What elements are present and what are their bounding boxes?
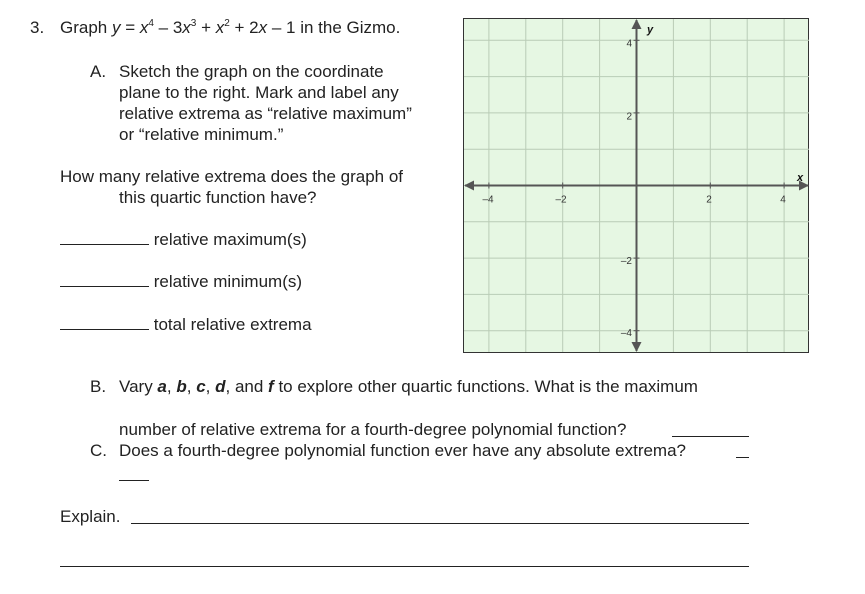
param-d: d — [215, 377, 226, 396]
answer-label: total relative extrema — [153, 315, 312, 334]
y-tick-label: 2 — [626, 111, 632, 123]
part-b-answer-blank[interactable] — [672, 421, 749, 437]
y-tick-label: 4 — [626, 38, 632, 50]
answer-label: relative minimum(s) — [153, 272, 303, 291]
extrema-question: this quartic function have? — [119, 188, 317, 207]
part-a-label: A. — [90, 62, 107, 81]
x-tick-label: –4 — [482, 194, 494, 206]
part-c-label: C. — [90, 441, 107, 460]
answer-row-total — [60, 315, 312, 335]
answer-row-min — [60, 272, 302, 292]
y-axis-label: y — [647, 24, 654, 36]
equation: $y = x^4 - 3x^3 + x^2 + 2x - 1$ — [111, 18, 296, 37]
prompt-suffix: in the Gizmo. — [295, 18, 401, 37]
answer-blank[interactable] — [60, 272, 149, 287]
x-tick-label: –2 — [555, 194, 567, 206]
y-tick-label: –2 — [620, 256, 632, 267]
param-b: b — [176, 377, 187, 396]
explain-line-1[interactable] — [131, 508, 749, 524]
part-c-answer-blank-continued[interactable] — [119, 465, 149, 481]
coordinate-plane[interactable] — [463, 18, 810, 353]
part-c-line: Does a fourth-degree polynomial function ever have any absolute extrema? — [119, 441, 687, 460]
answer-label: relative maximum(s) — [153, 230, 307, 249]
param-f: f — [268, 377, 274, 396]
question-prompt — [60, 18, 400, 38]
x-tick-label: 2 — [706, 194, 712, 206]
part-c-answer-blank[interactable] — [736, 442, 749, 458]
explain-label: Explain. — [60, 507, 121, 526]
part-b-label: B. — [90, 377, 107, 396]
part-a-line: plane to the right. Mark and label any — [119, 83, 399, 102]
x-tick-label: 4 — [780, 194, 786, 206]
part-a-line: or “relative minimum.” — [119, 125, 284, 144]
answer-row-max — [60, 230, 307, 250]
param-a: a — [157, 377, 167, 396]
question-number: 3. — [30, 18, 45, 37]
answer-blank[interactable] — [60, 230, 149, 245]
part-b-line-2: number of relative extrema for a fourth-degree polynomial function? — [119, 420, 627, 439]
param-c: c — [196, 377, 206, 396]
answer-blank[interactable] — [60, 315, 149, 330]
part-a-line: relative extrema as “relative maximum” — [119, 104, 412, 123]
extrema-question: How many relative extrema does the graph of — [60, 167, 404, 186]
x-axis-label: x — [797, 172, 804, 184]
part-b-line: Vary a, b, c, d, and f to explore other quartic functions. What is the maximum — [119, 377, 698, 396]
y-tick-label: –4 — [620, 328, 632, 339]
prompt-prefix: Graph — [60, 18, 108, 37]
explain-line-2[interactable] — [60, 551, 749, 567]
part-a-line: Sketch the graph on the coordinate — [119, 62, 384, 81]
